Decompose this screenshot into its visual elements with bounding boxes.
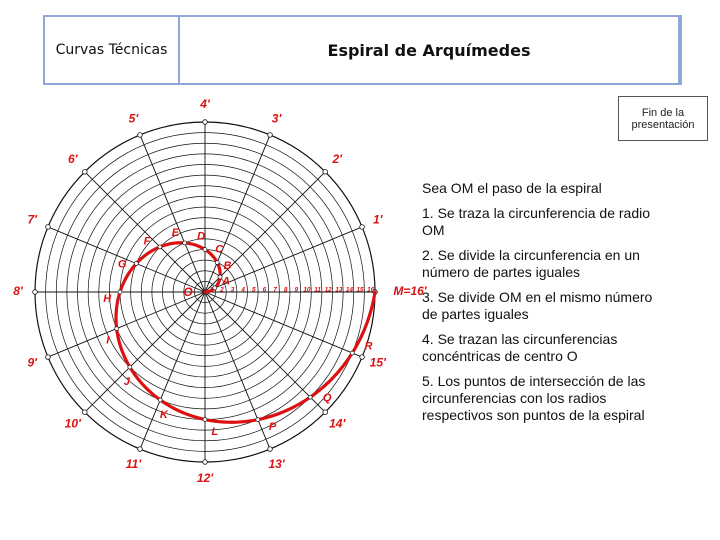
spiral-point xyxy=(203,418,207,422)
division-point xyxy=(138,133,143,138)
division-point xyxy=(138,447,143,452)
radial-label: 10' xyxy=(64,416,81,431)
radial-label: 9' xyxy=(27,355,38,370)
step-text: Sea OM el paso de la espiral xyxy=(422,180,602,196)
spiral-point-label: C xyxy=(215,243,224,256)
division-point xyxy=(82,410,87,415)
spiral-point xyxy=(115,327,119,331)
radial-line xyxy=(205,172,325,292)
division-label: 1 xyxy=(209,286,214,294)
division-point xyxy=(268,447,273,452)
step-text: 1. Se traza la circunferencia de radio OM xyxy=(422,205,651,238)
step-text: 2. Se divide la circunferencia en un número de partes iguales xyxy=(422,247,640,280)
radial-line xyxy=(205,292,362,357)
radial-line xyxy=(85,172,205,292)
division-label: 4 xyxy=(241,286,245,294)
division-point xyxy=(203,460,208,465)
division-point xyxy=(46,225,51,230)
division-point xyxy=(82,169,87,174)
radial-line xyxy=(140,292,205,449)
division-label: 15 xyxy=(356,286,364,294)
radial-label: 7' xyxy=(27,212,38,227)
radial-label: 2' xyxy=(332,151,342,166)
spiral-point xyxy=(203,248,207,252)
spiral-point-label: R xyxy=(364,340,373,353)
division-label: 10 xyxy=(303,286,311,294)
spiral-point-label: H xyxy=(103,292,112,305)
radial-label: 15' xyxy=(369,355,386,370)
end-presentation-button[interactable]: Fin de la presentación xyxy=(618,96,708,141)
center-label: O xyxy=(183,285,193,300)
spiral-point xyxy=(350,351,354,355)
division-point xyxy=(268,133,273,138)
radial-label: 5' xyxy=(128,111,139,126)
radial-label: 4' xyxy=(200,97,210,112)
division-label: 2 xyxy=(220,286,224,294)
division-label: 8 xyxy=(283,286,288,294)
spiral-point xyxy=(256,418,260,422)
construction-steps xyxy=(422,180,662,432)
spiral-point-label: J xyxy=(123,375,130,388)
division-point xyxy=(360,355,365,360)
division-label: 14 xyxy=(345,286,354,294)
spiral-point xyxy=(134,262,138,266)
division-label: 11 xyxy=(314,286,321,294)
diagram-labels xyxy=(13,97,428,485)
spiral-point xyxy=(308,395,312,399)
spiral-point-label: Q xyxy=(322,391,332,404)
division-label: 9 xyxy=(294,286,299,294)
division-point xyxy=(323,169,328,174)
division-point xyxy=(360,225,365,230)
radial-label: 8' xyxy=(13,284,23,299)
spiral-point-label: L xyxy=(211,426,219,439)
division-point xyxy=(323,410,328,415)
step-text: 3. Se divide OM en el mismo número de partes iguales xyxy=(422,289,653,322)
division-point xyxy=(203,120,208,125)
step-text: 4. Se trazan las circunferencias concéntricas de centro O xyxy=(422,331,618,364)
radial-label: 13' xyxy=(268,456,285,471)
spiral-point-label: A xyxy=(222,275,231,288)
spiral-point-label: K xyxy=(159,409,168,422)
spiral-point xyxy=(215,261,219,265)
division-label: 6 xyxy=(262,286,267,294)
section-title: Curvas Técnicas xyxy=(43,15,180,85)
spiral-point-label: G xyxy=(117,258,127,271)
spiral-point xyxy=(158,398,162,402)
radial-label: 11' xyxy=(125,456,142,471)
radial-line xyxy=(140,135,205,292)
division-point xyxy=(33,290,38,295)
radial-line xyxy=(205,292,325,412)
division-label: 3 xyxy=(230,286,235,294)
radial-label: 14' xyxy=(329,416,346,431)
division-label: 12 xyxy=(324,286,332,294)
spiral-point xyxy=(213,286,217,290)
spiral-point-label: P xyxy=(268,421,277,434)
division-point xyxy=(46,355,51,360)
spiral-point xyxy=(118,290,122,294)
spiral-point-label: E xyxy=(171,226,180,239)
radial-label: 6' xyxy=(68,151,78,166)
radial-label: 3' xyxy=(271,111,282,126)
radial-label: 12' xyxy=(196,471,214,486)
radial-line xyxy=(85,292,205,412)
radial-line xyxy=(48,227,205,292)
spiral-point xyxy=(158,245,162,249)
page-title: Espiral de Arquímedes xyxy=(180,15,680,85)
radial-label: 1' xyxy=(372,212,383,227)
step-text: 5. Los puntos de intersección de las circunferencias con los radios respectivos son puntos de la espiral xyxy=(422,373,646,423)
spiral-point-label: D xyxy=(197,230,206,243)
spiral-point-label: B xyxy=(223,260,232,273)
division-label: 13 xyxy=(335,286,343,294)
spiral-point xyxy=(183,241,187,245)
radial-label: M=16' xyxy=(393,284,427,299)
radial-line xyxy=(205,135,270,292)
division-label: 16 xyxy=(367,286,375,294)
division-label: 7 xyxy=(273,286,277,294)
spiral-point-label: I xyxy=(106,334,110,347)
radial-line xyxy=(48,292,205,357)
spiral-point-label: F xyxy=(143,235,151,248)
spiral-point xyxy=(128,365,132,369)
division-label: 5 xyxy=(252,286,256,294)
